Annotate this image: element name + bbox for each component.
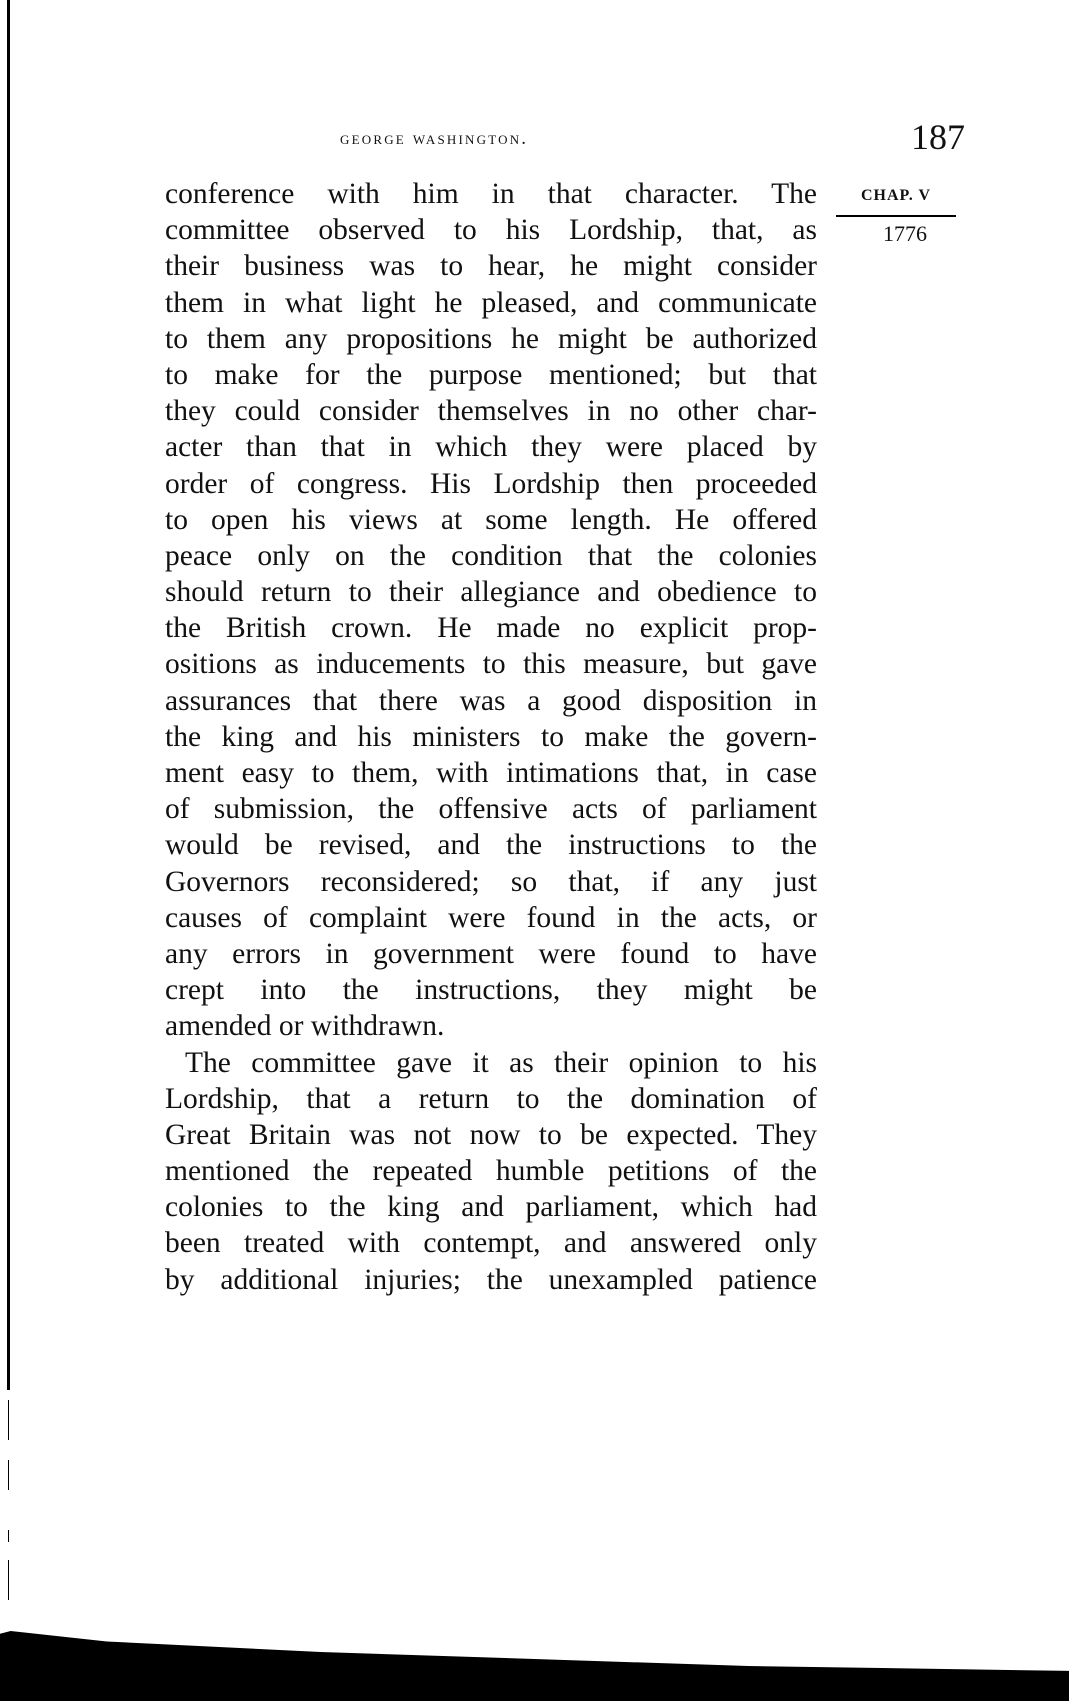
scan-edge-artifact — [8, 1560, 9, 1600]
text-line: by additional injuries; the unexampled patience — [165, 1263, 817, 1296]
text-line: to them any propositions he might be authorized — [165, 322, 817, 355]
text-line: Great Britain was not now to be expected. They — [165, 1118, 817, 1151]
text-line: order of congress. His Lordship then proceeded — [165, 467, 817, 500]
scan-edge-artifact — [8, 1460, 9, 1490]
margin-year: 1776 — [883, 221, 927, 246]
scan-bottom-shadow — [0, 1631, 1069, 1701]
paragraph-1 — [165, 176, 817, 1045]
text-line: Governors reconsidered; so that, if any just — [165, 865, 817, 898]
text-line: conference with him in that character. The — [165, 178, 817, 210]
scan-edge-artifact — [7, 0, 10, 1390]
text-line: The committee gave it as their opinion to his — [185, 1046, 817, 1079]
text-line: acter than that in which they were placed by — [165, 431, 817, 464]
paragraph-2 — [165, 1045, 817, 1298]
text-line: mentioned the repeated humble petitions of the — [165, 1155, 817, 1188]
text-line: causes of complaint were found in the acts, or — [165, 901, 817, 934]
scan-edge-artifact — [8, 1400, 9, 1440]
text-line: the British crown. He made no explicit prop- — [165, 612, 817, 645]
scan-edge-artifact — [8, 1530, 9, 1542]
text-line: committee observed to his Lordship, that, as — [165, 214, 817, 247]
margin-note — [836, 183, 956, 247]
text-line: to open his views at some length. He offered — [165, 503, 817, 536]
text-line: the king and his ministers to make the govern- — [165, 720, 817, 753]
page-number: 187 — [911, 117, 965, 157]
body-text — [165, 176, 817, 1298]
text-line: them in what light he pleased, and communicate — [165, 286, 817, 319]
text-line: crept into the instructions, they might be — [165, 974, 817, 1007]
text-line: of submission, the offensive acts of parliament — [165, 793, 817, 826]
text-line: ositions as inducements to this measure, but gave — [165, 648, 817, 681]
text-line: colonies to the king and parliament, which had — [165, 1191, 817, 1224]
text-line: peace only on the condition that the colonies — [165, 539, 817, 572]
text-line: should return to their allegiance and obedience to — [165, 576, 817, 609]
text-line: their business was to hear, he might consider — [165, 250, 817, 283]
margin-rule — [836, 215, 956, 217]
text-line: Lordship, that a return to the domination of — [165, 1082, 817, 1115]
text-line: been treated with contempt, and answered only — [165, 1227, 817, 1260]
text-line: any errors in government were found to have — [165, 937, 817, 970]
margin-chapter: CHAP. V — [860, 187, 932, 204]
text-line: would be revised, and the instructions to the — [165, 829, 817, 862]
text-line: to make for the purpose mentioned; but that — [165, 358, 817, 391]
text-line: ment easy to them, with intimations that, in case — [165, 757, 817, 789]
running-head: george washington. — [340, 128, 529, 149]
text-line: assurances that there was a good disposition in — [165, 684, 817, 717]
text-line: amended or withdrawn. — [165, 1010, 445, 1043]
text-line: they could consider themselves in no other char- — [165, 395, 817, 428]
